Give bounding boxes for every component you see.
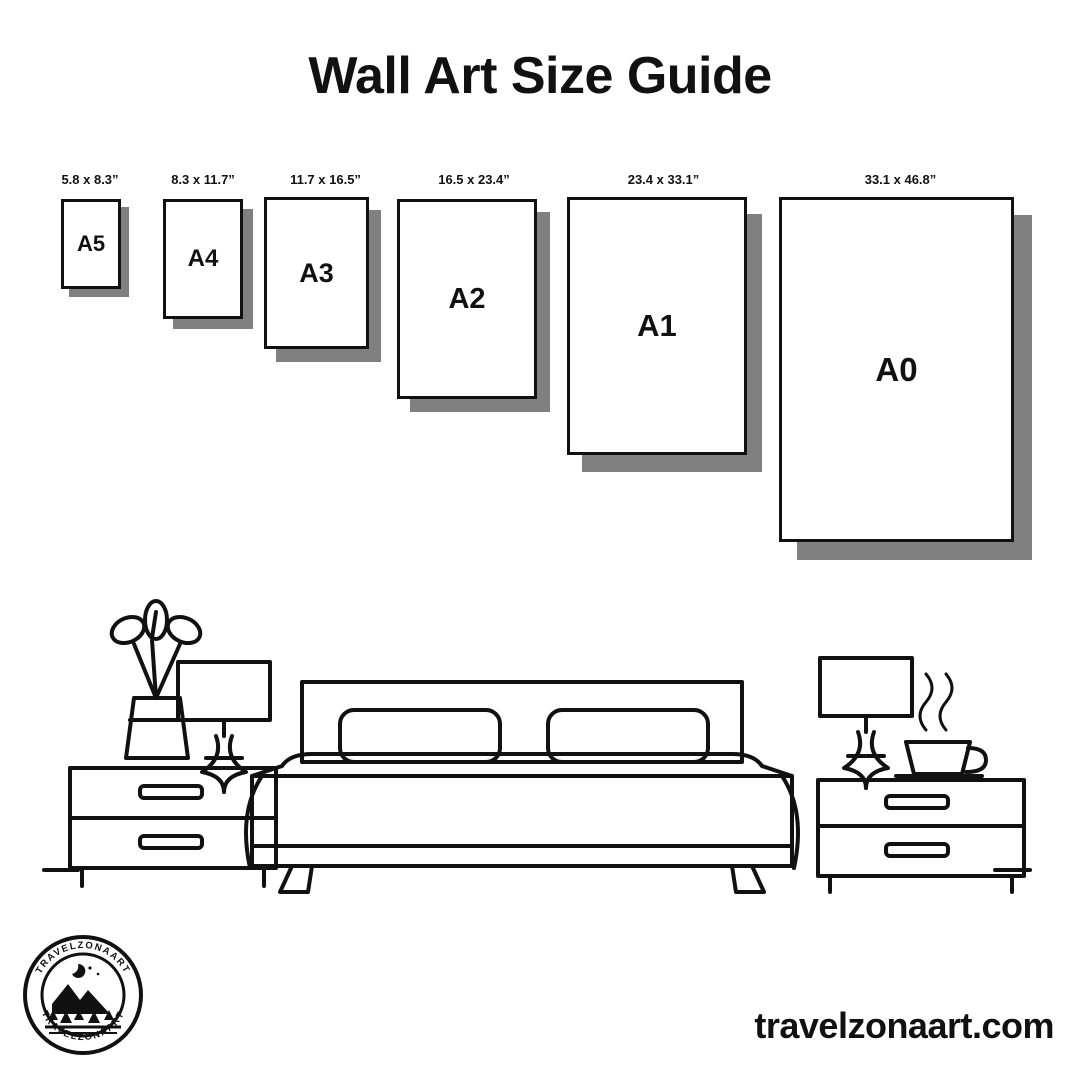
frame-group-a5	[50, 172, 130, 302]
frame-dimension-a5: 5.8 x 8.3”	[61, 172, 119, 187]
frame-dimension-a3: 11.7 x 16.5”	[290, 172, 361, 187]
frame-dimension-a2: 16.5 x 23.4”	[438, 172, 510, 187]
page-title: Wall Art Size Guide	[308, 47, 772, 105]
table-lamp-right	[820, 658, 912, 788]
plant-vase	[108, 601, 205, 758]
frame-group-a4	[148, 172, 258, 332]
logo-moon-icon	[72, 964, 85, 978]
logo-text-bottom: TRAVELZONAART	[38, 1009, 128, 1044]
frame-label-a3: A3	[299, 257, 334, 288]
frame-group-a3	[258, 172, 393, 387]
frame-group-a2	[389, 172, 559, 432]
frame-box-a0[interactable]	[779, 197, 1014, 542]
frame-dimension-a1: 23.4 x 33.1”	[627, 172, 700, 187]
nightstand-right	[818, 780, 1024, 892]
frame-label-a5: A5	[76, 231, 106, 256]
frame-label-a4: A4	[187, 245, 219, 272]
frame-label-a2: A2	[448, 282, 486, 315]
frame-box-a2[interactable]	[397, 199, 537, 399]
bedroom-illustration	[30, 570, 1050, 900]
logo-text-top: TRAVELZONAART	[33, 939, 133, 976]
frame-box-a3[interactable]	[264, 197, 369, 349]
frame-box-a1[interactable]	[567, 197, 747, 455]
frame-box-a4[interactable]	[163, 199, 243, 319]
frame-group-a0	[768, 172, 1033, 592]
bed	[246, 682, 798, 892]
frame-dimension-a0: 33.1 x 46.8”	[864, 172, 937, 187]
frame-label-a1: A1	[637, 308, 677, 343]
logo-mountain-icon	[52, 984, 110, 1014]
frame-dimension-a4: 8.3 x 11.7”	[171, 172, 235, 187]
coffee-cup	[896, 674, 986, 776]
frame-label-a0: A0	[875, 350, 918, 388]
site-url[interactable]: travelzonaart.com	[754, 1005, 1054, 1046]
travelzonaart-logo[interactable]	[18, 930, 148, 1060]
frame-group-a1	[556, 172, 771, 502]
frame-box-a5[interactable]	[61, 199, 121, 289]
